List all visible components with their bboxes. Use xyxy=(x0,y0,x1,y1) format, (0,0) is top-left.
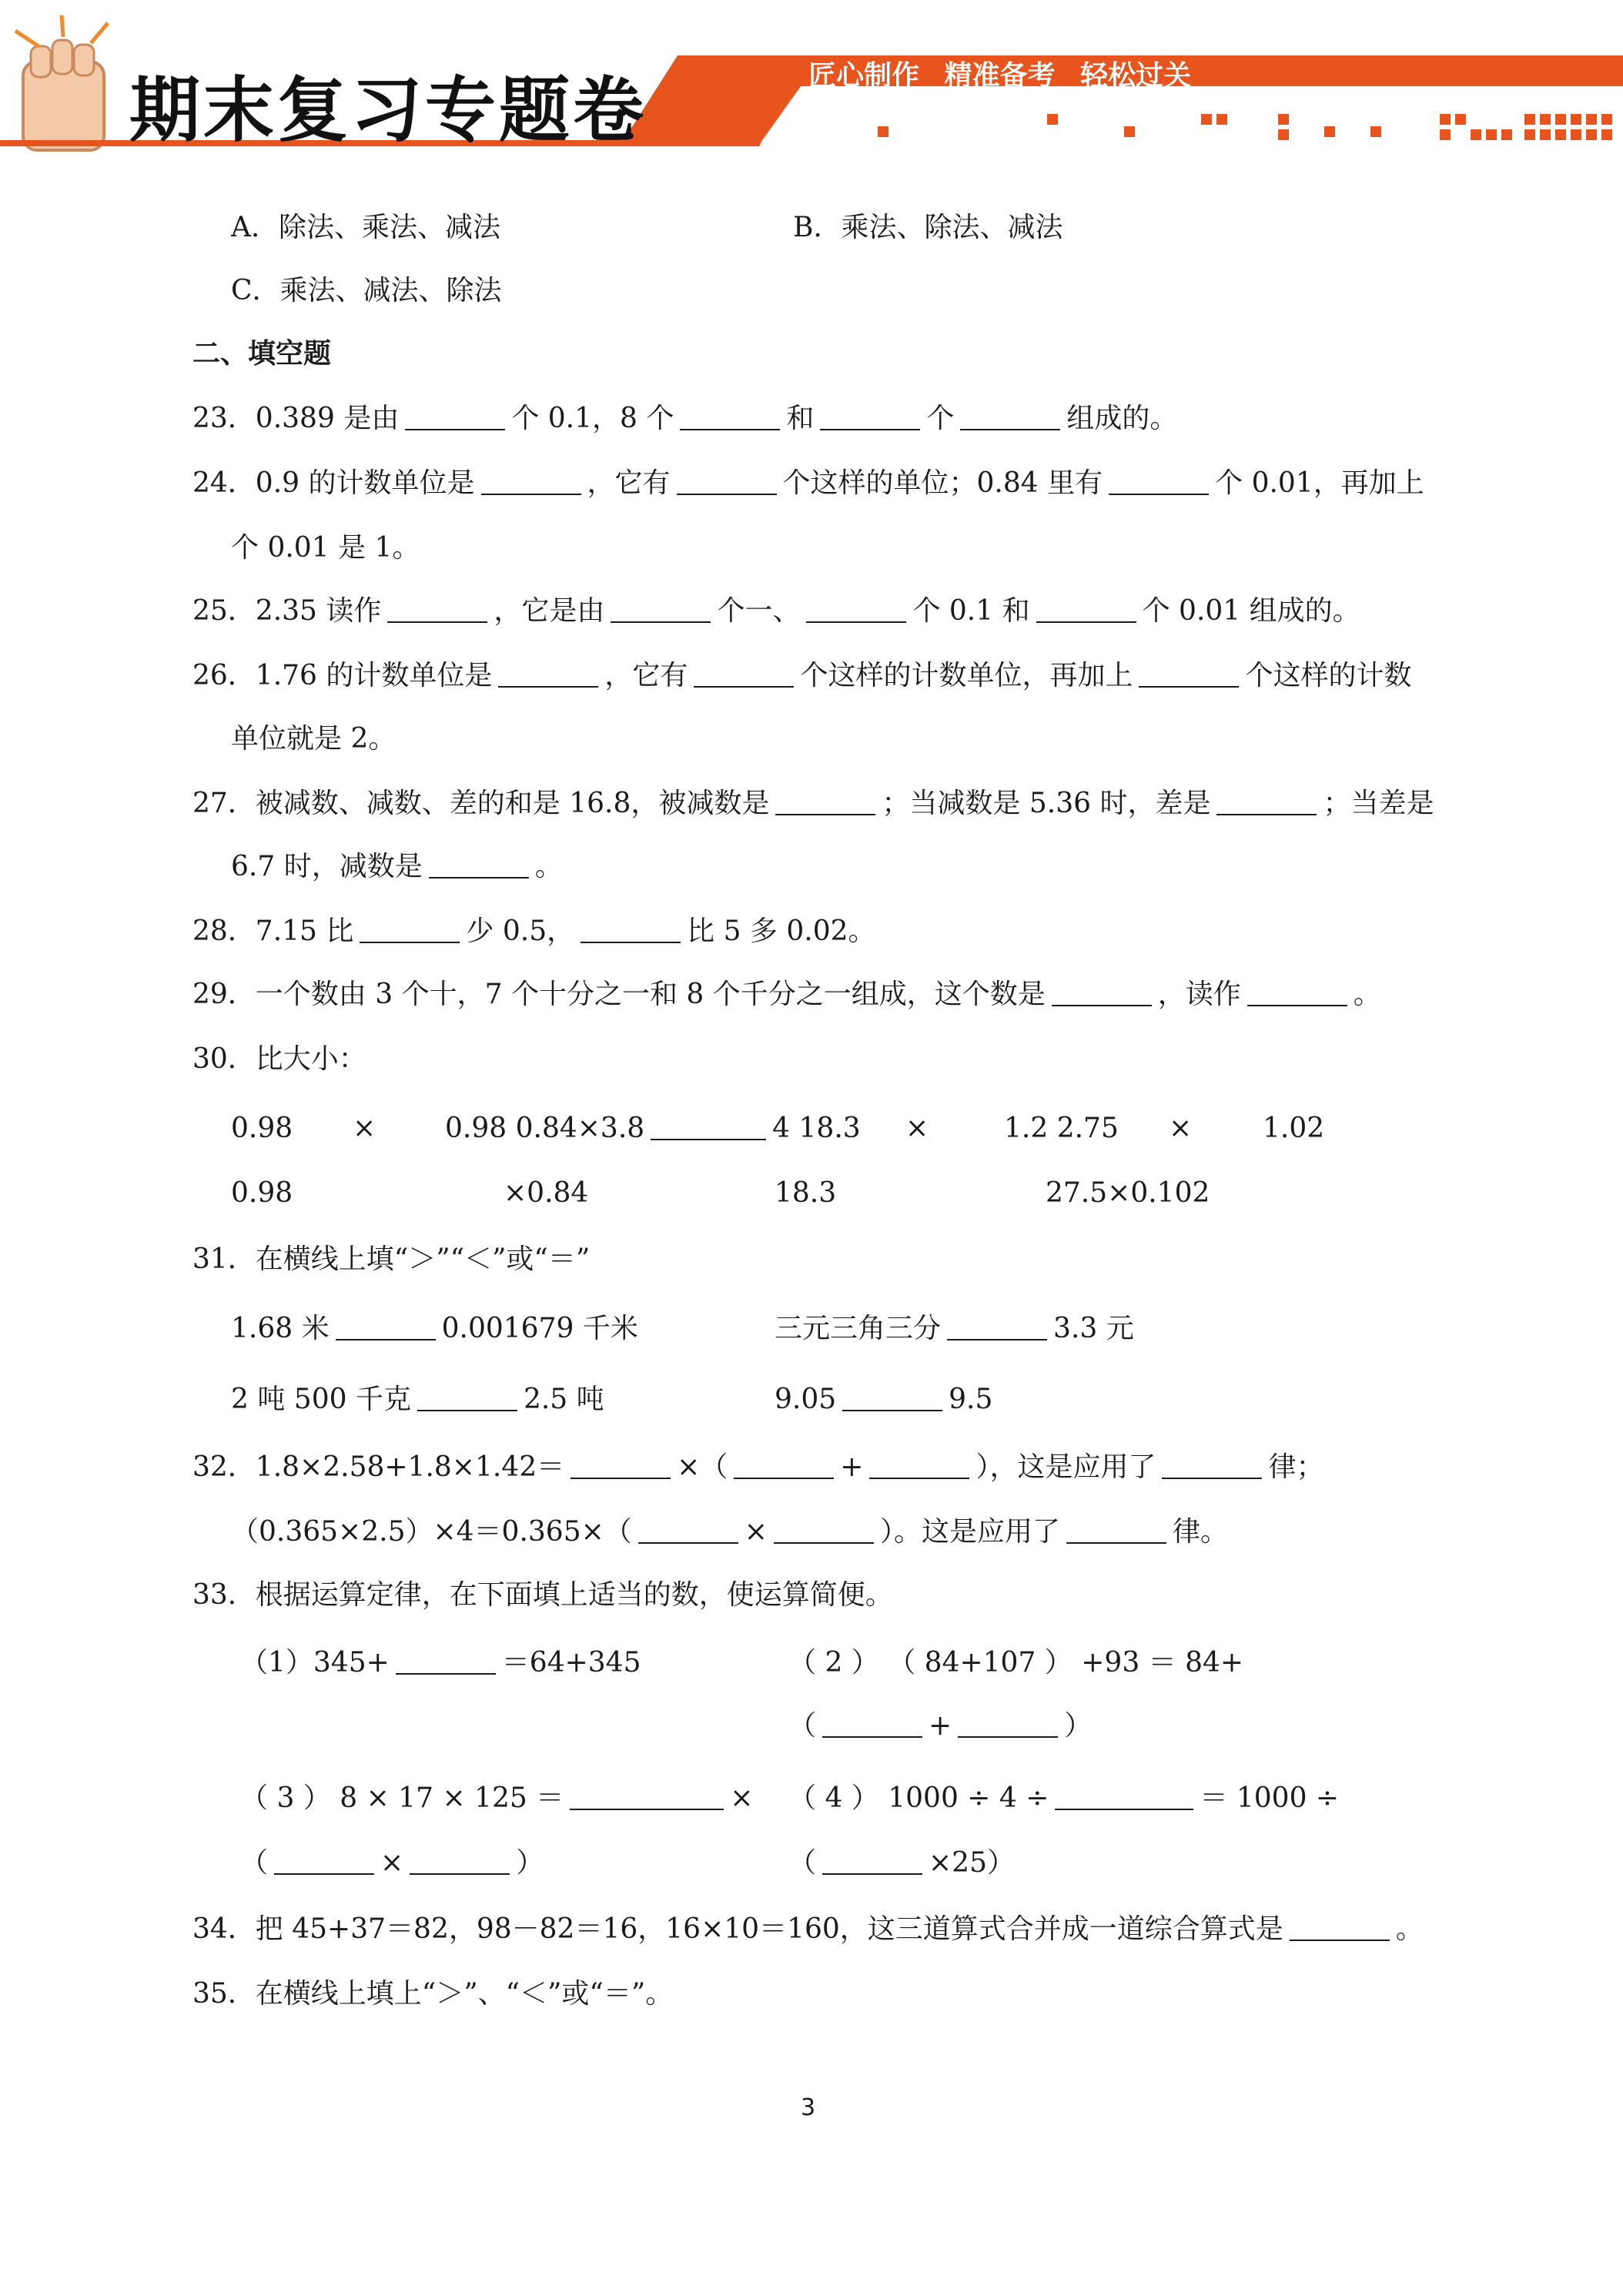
answer-blank[interactable] xyxy=(581,919,681,943)
answer-blank[interactable] xyxy=(820,406,920,430)
q33-sub-4-line2 xyxy=(788,1849,1015,1877)
decorative-squares xyxy=(878,114,1612,140)
q33-sub-1 xyxy=(240,1649,641,1677)
question-32-line2 xyxy=(231,1518,1228,1546)
fist-icon xyxy=(15,15,108,150)
answer-blank[interactable] xyxy=(1139,663,1239,688)
q31-text: 2 吨 500 千克 xyxy=(231,1384,411,1415)
q25-text: 个 0.01 组成的。 xyxy=(1142,595,1360,627)
q31-item xyxy=(231,1386,604,1414)
answer-blank[interactable] xyxy=(677,470,777,495)
q29-text: ，读作 xyxy=(1157,979,1241,1010)
answer-blank[interactable] xyxy=(336,1316,436,1340)
answer-blank[interactable] xyxy=(947,1316,1047,1340)
answer-blank[interactable] xyxy=(1055,1786,1193,1810)
q32-text: + xyxy=(840,1451,864,1483)
answer-blank[interactable] xyxy=(774,1519,874,1544)
q23-text: 和 xyxy=(786,403,815,434)
q23-text: 个 xyxy=(926,403,955,434)
question-29 xyxy=(192,981,1381,1009)
answer-blank[interactable] xyxy=(498,663,598,688)
answer-blank[interactable] xyxy=(481,470,581,495)
q29-text: 。 xyxy=(1353,979,1381,1010)
answer-blank[interactable] xyxy=(429,854,529,879)
answer-blank[interactable] xyxy=(571,1454,671,1479)
answer-blank[interactable] xyxy=(958,1713,1058,1738)
question-23 xyxy=(192,405,1177,433)
q27-text: 。 xyxy=(534,851,563,882)
page-header xyxy=(0,0,1623,162)
q25-text: ，它是由 xyxy=(494,595,605,627)
answer-blank[interactable] xyxy=(387,598,487,623)
q27-text: ；当差是 xyxy=(1323,788,1434,819)
page-number: 3 xyxy=(801,2094,816,2121)
q33-text: + xyxy=(929,1710,952,1742)
question-25 xyxy=(192,597,1360,625)
q22-option-a: A．除法、乘法、减法 xyxy=(231,212,500,243)
answer-blank[interactable] xyxy=(822,1850,922,1875)
q34-text: 34．把 45+37＝82，98－82＝16，16×10＝160，这三道算式合并成一道综合算式是 xyxy=(192,1913,1283,1945)
q31-item xyxy=(775,1386,992,1414)
q33-sub-3 xyxy=(240,1782,754,1814)
q31-text: 1.68 米 xyxy=(231,1313,330,1344)
q31-text: 3.3 元 xyxy=(1053,1313,1134,1344)
question-30-title: 30．比大小： xyxy=(192,1043,366,1075)
answer-blank[interactable] xyxy=(806,598,906,623)
q29-text: 29．一个数由 3 个十，7 个十分之一和 8 个千分之一组成，这个数是 xyxy=(192,979,1046,1010)
q31-text: 0.001679 千米 xyxy=(441,1313,638,1344)
question-26-line2: 单位就是 2。 xyxy=(231,723,397,755)
q33-text: （ 4 ） 1000 ÷ 4 ÷ xyxy=(788,1782,1049,1814)
answer-blank[interactable] xyxy=(734,1454,834,1479)
question-33-title: 33．根据运算定律，在下面填上适当的数，使运算简便。 xyxy=(192,1579,893,1611)
q31-text: 2.5 吨 xyxy=(523,1384,604,1415)
q33-sub-2: （ 2 ） （ 84+107 ） +93 ＝ 84+ xyxy=(788,1647,1244,1678)
q27-text: ；当减数是 5.36 时，差是 xyxy=(882,788,1211,819)
answer-blank[interactable] xyxy=(960,406,1060,430)
q24-text: ，它有 xyxy=(587,467,671,499)
q23-text: 23．0.389 是由 xyxy=(192,403,400,434)
q33-text: （1）345+ xyxy=(240,1647,390,1678)
q32-text: 律； xyxy=(1268,1451,1324,1483)
answer-blank[interactable] xyxy=(360,919,460,943)
q30-cell xyxy=(445,1115,861,1143)
answer-blank[interactable] xyxy=(1162,1454,1262,1479)
q33-text: （ xyxy=(788,1710,817,1742)
q30-text: 4 18.3 xyxy=(772,1113,861,1144)
q30-cell: 0.98 xyxy=(231,1113,293,1144)
q28-text: 比 5 多 0.02。 xyxy=(687,915,876,947)
q22-option-c: C．乘法、减法、除法 xyxy=(231,275,502,306)
q33-text: ＝64+345 xyxy=(501,1647,641,1678)
section-title: 二、填空题 xyxy=(192,338,332,370)
question-24-line2: 个 0.01 是 1。 xyxy=(231,532,420,564)
answer-blank[interactable] xyxy=(1066,1519,1166,1544)
answer-blank[interactable] xyxy=(1109,470,1209,495)
q33-text: ×25） xyxy=(929,1847,1015,1879)
answer-blank[interactable] xyxy=(651,1116,766,1140)
answer-blank[interactable] xyxy=(417,1387,517,1411)
q30-cell: × xyxy=(905,1113,929,1144)
q23-text: 个 0.1，8 个 xyxy=(511,403,674,434)
answer-blank[interactable] xyxy=(405,406,505,430)
q33-text: × xyxy=(380,1847,404,1879)
q32-text: ），这是应用了 xyxy=(975,1451,1156,1483)
q33-text: × xyxy=(730,1782,754,1814)
q26-text: ，它有 xyxy=(604,660,688,691)
q33-text: ＝ 1000 ÷ xyxy=(1200,1782,1340,1814)
question-34 xyxy=(192,1913,1424,1945)
question-31-title: 31．在横线上填“＞”“＜”或“＝” xyxy=(192,1243,591,1275)
q31-item xyxy=(231,1315,638,1343)
q33-text: ） xyxy=(516,1847,544,1879)
answer-blank[interactable] xyxy=(842,1387,942,1411)
page-title: 期末复习专题卷 xyxy=(129,69,648,152)
question-27-line2 xyxy=(231,853,563,881)
answer-blank[interactable] xyxy=(410,1850,510,1875)
q33-sub-2-line2 xyxy=(788,1712,1092,1740)
q30-cell: × xyxy=(353,1113,376,1144)
answer-blank[interactable] xyxy=(1036,598,1136,623)
q22-option-b: B．乘法、除法、减法 xyxy=(793,212,1063,243)
question-26 xyxy=(192,662,1411,690)
q32-text: ×（ xyxy=(677,1451,728,1483)
q31-text: 三元三角三分 xyxy=(775,1313,942,1344)
q33-sub-4 xyxy=(788,1782,1340,1814)
q30-cell: 18.3 xyxy=(775,1177,837,1209)
q30-text: 0.98 0.84×3.8 xyxy=(445,1113,645,1144)
q32-text: 32．1.8×2.58+1.8×1.42＝ xyxy=(192,1451,565,1483)
q23-text: 组成的。 xyxy=(1066,403,1178,434)
q30-cell: 0.98 xyxy=(231,1177,293,1209)
q26-text: 26．1.76 的计数单位是 xyxy=(192,660,493,691)
q24-text: 个 0.01，再加上 xyxy=(1215,467,1424,499)
q31-text: 9.05 xyxy=(775,1384,837,1415)
q26-text: 个这样的计数 xyxy=(1245,660,1412,691)
answer-blank[interactable] xyxy=(638,1519,738,1544)
q31-text: 9.5 xyxy=(949,1384,993,1415)
q25-text: 25．2.35 读作 xyxy=(192,595,382,627)
question-35: 35．在横线上填上“＞”、“＜”或“＝”。 xyxy=(192,1978,674,2010)
answer-blank[interactable] xyxy=(1216,791,1317,815)
answer-blank[interactable] xyxy=(274,1850,374,1875)
q32-text: （0.365×2.5）×4＝0.365×（ xyxy=(231,1516,632,1548)
answer-blank[interactable] xyxy=(869,1454,969,1479)
q30-cell: × xyxy=(1169,1113,1193,1144)
q33-text: （ xyxy=(788,1847,817,1879)
q31-item xyxy=(775,1315,1134,1343)
q30-cell: ×0.84 xyxy=(504,1177,589,1209)
q26-text: 个这样的计数单位，再加上 xyxy=(800,660,1133,691)
q34-text: 。 xyxy=(1395,1913,1424,1945)
answer-blank[interactable] xyxy=(570,1786,724,1810)
answer-blank[interactable] xyxy=(1290,1916,1390,1941)
question-27 xyxy=(192,790,1434,818)
question-24 xyxy=(192,467,1424,499)
q30-cell: 27.5×0.102 xyxy=(1046,1177,1210,1209)
q32-text: 律。 xyxy=(1172,1516,1228,1548)
q33-text: （ 3 ） 8 × 17 × 125 ＝ xyxy=(240,1782,564,1814)
q28-text: 28．7.15 比 xyxy=(192,915,354,947)
q32-text: ）。这是应用了 xyxy=(879,1516,1060,1548)
q27-text: 6.7 时，减数是 xyxy=(231,851,423,882)
q30-cell: 1.2 2.75 xyxy=(1004,1113,1119,1144)
q28-text: 少 0.5， xyxy=(466,915,575,947)
q33-text: （ xyxy=(240,1847,269,1879)
q30-cell: 1.02 xyxy=(1263,1113,1325,1144)
q33-sub-3-line2 xyxy=(240,1849,544,1877)
answer-blank[interactable] xyxy=(1247,982,1347,1006)
q25-text: 个 0.1 和 xyxy=(912,595,1030,627)
q33-text: ） xyxy=(1064,1710,1093,1742)
answer-blank[interactable] xyxy=(775,791,875,815)
q24-text: 24．0.9 的计数单位是 xyxy=(192,467,475,499)
q32-text: × xyxy=(744,1516,768,1548)
answer-blank[interactable] xyxy=(822,1713,922,1738)
question-28 xyxy=(192,915,876,947)
answer-blank[interactable] xyxy=(680,406,780,430)
answer-blank[interactable] xyxy=(1052,982,1152,1006)
header-slogan: 匠心制作 精准备考 轻松过关 xyxy=(808,60,1192,92)
q25-text: 个一、 xyxy=(717,595,801,627)
answer-blank[interactable] xyxy=(396,1650,496,1675)
q24-text: 个这样的单位；0.84 里有 xyxy=(782,467,1103,499)
answer-blank[interactable] xyxy=(694,663,794,688)
question-32 xyxy=(192,1451,1324,1483)
q27-text: 27．被减数、减数、差的和是 16.8，被减数是 xyxy=(192,788,770,819)
answer-blank[interactable] xyxy=(611,598,711,623)
